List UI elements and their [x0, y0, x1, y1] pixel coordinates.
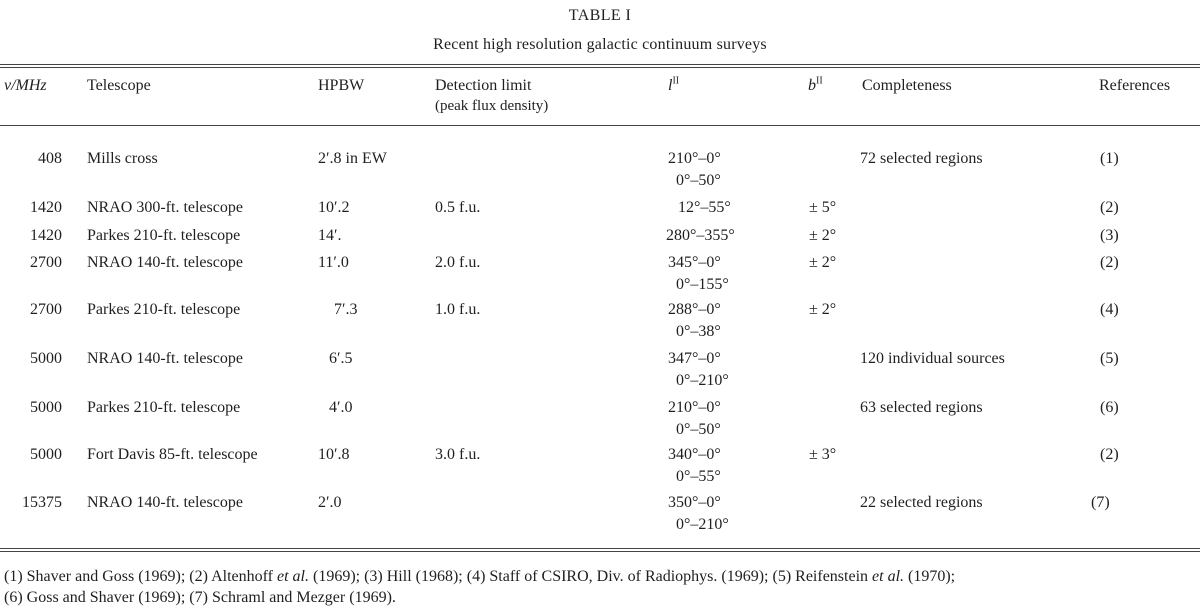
cell-reference: (5)	[1100, 350, 1119, 367]
cell-latitude: ± 2°	[809, 301, 837, 318]
cell-longitude: 210°–0° 0°–50°	[668, 150, 721, 189]
cell-hpbw: 4′.0	[329, 399, 353, 416]
cell-reference: (2)	[1100, 254, 1119, 271]
cell-reference: (4)	[1100, 301, 1119, 318]
cell-detection: 2.0 f.u.	[435, 254, 481, 271]
header-detection-title: Detection limit	[435, 77, 532, 94]
cell-hpbw: 7′.3	[334, 301, 358, 318]
cell-hpbw: 14′.	[318, 227, 342, 244]
cell-reference: (1)	[1100, 150, 1119, 167]
cell-hpbw: 10′.8	[318, 446, 350, 463]
header-references: References	[1099, 77, 1171, 94]
cell-completeness: 22 selected regions	[860, 494, 983, 511]
header-hpbw: HPBW	[318, 77, 365, 94]
bottom-rule-second	[0, 551, 1200, 552]
cell-completeness: 63 selected regions	[860, 399, 983, 416]
header-rule	[0, 125, 1200, 126]
header-galactic-longitude: $l^{II}$	[668, 75, 680, 94]
cell-frequency: 1420	[30, 199, 62, 216]
cell-frequency: 2700	[30, 254, 62, 271]
header-frequency: ν/MHz	[4, 77, 47, 94]
cell-longitude: 210°–0° 0°–50°	[668, 399, 721, 438]
header-detection-limit	[435, 76, 548, 116]
cell-longitude: 350°–0° 0°–210°	[668, 494, 729, 533]
cell-reference: (6)	[1100, 399, 1119, 416]
cell-hpbw: 6′.5	[329, 350, 353, 367]
cell-frequency: 15375	[22, 494, 62, 511]
cell-latitude: ± 5°	[809, 199, 837, 216]
cell-frequency: 5000	[30, 350, 62, 367]
cell-longitude: 288°–0° 0°–38°	[668, 301, 721, 340]
cell-longitude: 347°–0° 0°–210°	[668, 350, 729, 389]
cell-hpbw: 10′.2	[318, 199, 350, 216]
footnote-line: (6) Goss and Shaver (1969); (7) Schraml and Mezger (1969).	[4, 589, 396, 606]
table-label: TABLE I	[568, 7, 632, 24]
cell-detection: 3.0 f.u.	[435, 446, 481, 463]
cell-longitude: 12°–55°	[678, 199, 731, 216]
cell-frequency: 1420	[30, 227, 62, 244]
cell-reference: (3)	[1100, 227, 1119, 244]
cell-hpbw: 2′.8 in EW	[318, 150, 387, 167]
cell-telescope: Parkes 210-ft. telescope	[87, 301, 241, 318]
cell-telescope: Parkes 210-ft. telescope	[87, 227, 241, 244]
cell-telescope: NRAO 140-ft. telescope	[87, 494, 243, 511]
top-rule	[0, 64, 1200, 65]
cell-longitude: 340°–0° 0°–55°	[668, 446, 721, 485]
header-completeness: Completeness	[862, 77, 952, 94]
cell-detection: 1.0 f.u.	[435, 301, 481, 318]
cell-frequency: 408	[38, 150, 62, 167]
header-telescope: Telescope	[87, 77, 151, 94]
cell-latitude: ± 2°	[809, 227, 837, 244]
cell-latitude: ± 2°	[809, 254, 837, 271]
cell-completeness: 72 selected regions	[860, 150, 983, 167]
cell-frequency: 2700	[30, 301, 62, 318]
cell-longitude: 345°–0° 0°–155°	[668, 254, 729, 293]
cell-latitude: ± 3°	[809, 446, 837, 463]
cell-telescope: NRAO 300-ft. telescope	[87, 199, 243, 216]
cell-longitude: 280°–355°	[666, 227, 735, 244]
bottom-rule	[0, 548, 1200, 549]
table-footnotes	[4, 566, 1196, 608]
cell-hpbw: 11′.0	[318, 254, 349, 271]
cell-completeness: 120 individual sources	[860, 350, 1005, 367]
table-caption: Recent high resolution galactic continuum surveys	[433, 36, 767, 53]
cell-detection: 0.5 f.u.	[435, 199, 481, 216]
top-rule-second	[0, 67, 1200, 68]
cell-reference: (7)	[1091, 494, 1110, 511]
cell-reference: (2)	[1100, 446, 1119, 463]
header-detection-subtitle: (peak flux density)	[435, 98, 549, 114]
cell-telescope: NRAO 140-ft. telescope	[87, 350, 243, 367]
cell-telescope: Parkes 210-ft. telescope	[87, 399, 241, 416]
cell-frequency: 5000	[30, 399, 62, 416]
cell-hpbw: 2′.0	[318, 494, 342, 511]
cell-telescope: Fort Davis 85-ft. telescope	[87, 446, 258, 463]
cell-telescope: Mills cross	[87, 150, 158, 167]
footnote-line: (1) Shaver and Goss (1969); (2) Altenhoff et al. (1969); (3) Hill (1968); (4) Staff of CSIRO, Div. of Radiophys. (1969); (5) Reifenstein et al. (1970);	[4, 568, 956, 585]
header-galactic-latitude: $b^{II}$	[808, 75, 823, 94]
cell-reference: (2)	[1100, 199, 1119, 216]
cell-telescope: NRAO 140-ft. telescope	[87, 254, 243, 271]
cell-frequency: 5000	[30, 446, 62, 463]
